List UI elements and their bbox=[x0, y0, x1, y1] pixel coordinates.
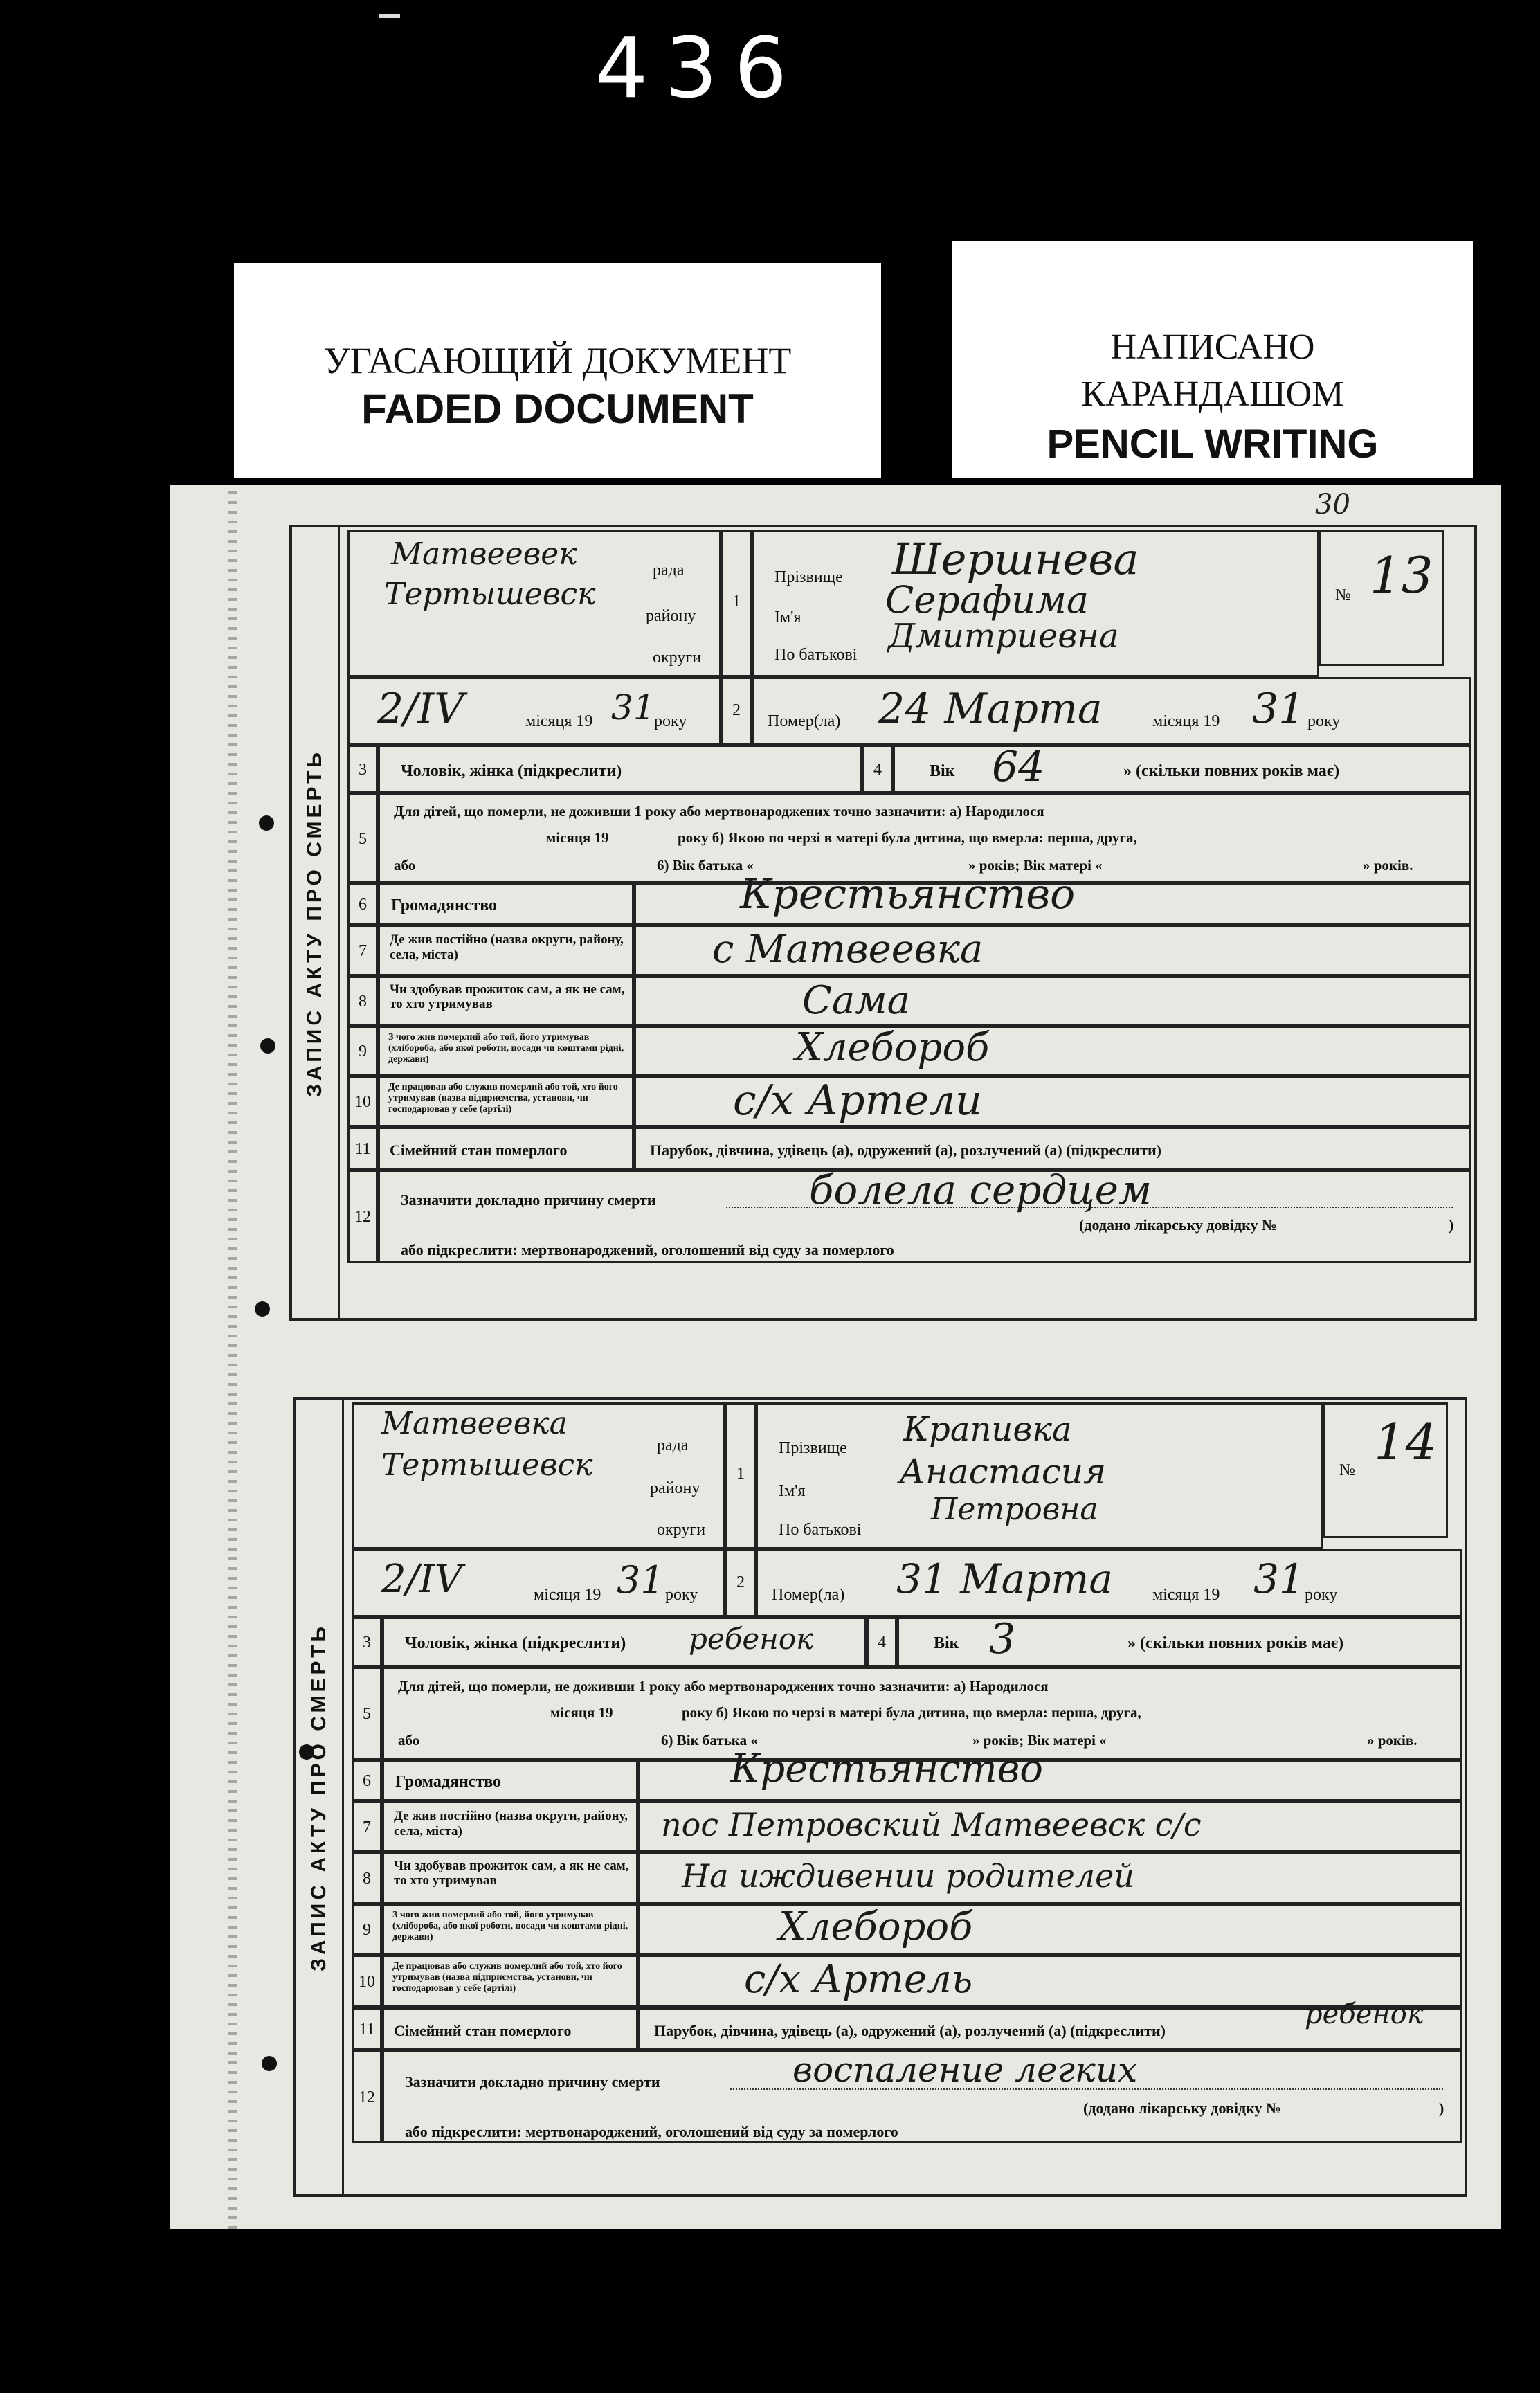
patronymic-value: Дмитриевна bbox=[888, 617, 1119, 656]
citizenship-label: Громадянство bbox=[391, 896, 498, 914]
registration-year: 31 bbox=[611, 687, 655, 728]
marital-label: Сімейний стан померлого bbox=[390, 1141, 568, 1159]
patronymic-label: По батькові bbox=[779, 1521, 862, 1539]
death-year-label: року bbox=[1305, 1586, 1338, 1604]
death-record-13 bbox=[289, 525, 1477, 1321]
death-year: 31 bbox=[1252, 685, 1305, 733]
row-number-5: 5 bbox=[352, 1667, 382, 1760]
age-value: 3 bbox=[989, 1615, 1016, 1663]
sex-value: ребенок bbox=[689, 1622, 814, 1656]
row-number-7: 7 bbox=[347, 925, 378, 976]
row-number-9: 9 bbox=[347, 1026, 378, 1076]
row-number-6: 6 bbox=[347, 883, 378, 925]
work-value: с/х Артели bbox=[733, 1076, 982, 1125]
marital-options: Парубок, дівчина, удівець (а), одружений (а), розлучений (а) (підкреслити) bbox=[650, 1141, 1161, 1159]
rada-label: рада bbox=[653, 561, 685, 579]
citizenship-label-cell bbox=[382, 1760, 638, 1801]
marital-label: Сімейний стан померлого bbox=[394, 2022, 572, 2039]
support-value: Сама bbox=[802, 978, 911, 1023]
okrug-label: округи bbox=[653, 649, 702, 667]
death-year: 31 bbox=[1253, 1555, 1305, 1602]
rada-value: Матвеевка bbox=[381, 1406, 568, 1441]
faded-document-label bbox=[234, 263, 881, 478]
patronymic-value: Петровна bbox=[931, 1492, 1098, 1527]
pencil-label-en: PENCIL WRITING bbox=[1047, 422, 1379, 467]
registration-date: 2/IV bbox=[377, 685, 464, 733]
infant-line3a: або bbox=[394, 857, 416, 874]
patronymic-label: По батькові bbox=[774, 646, 858, 664]
death-day: 24 Марта bbox=[878, 685, 1103, 733]
livelihood-value: Хлебороб bbox=[779, 1904, 973, 1949]
faded-label-en: FADED DOCUMENT bbox=[361, 386, 754, 432]
age-cell bbox=[893, 745, 1471, 793]
row-number-9: 9 bbox=[352, 1904, 382, 1955]
death-month-label: місяця 19 bbox=[1152, 712, 1220, 730]
livelihood-value: Хлебороб bbox=[795, 1025, 990, 1070]
marital-options-cell bbox=[634, 1127, 1471, 1170]
sex-label: Чоловік, жінка (підкреслити) bbox=[405, 1634, 626, 1652]
medical-cert-label: (додано лікарську довідку № bbox=[1083, 2099, 1282, 2117]
livelihood-value-cell bbox=[634, 1026, 1471, 1076]
row-number-1: 1 bbox=[725, 1402, 756, 1549]
citizenship-value-cell bbox=[634, 870, 1471, 925]
vertical-title bbox=[292, 527, 340, 1318]
age-suffix: » (скільки повних років має) bbox=[1127, 1634, 1344, 1652]
support-label: Чи здобував прожиток сам, а як не сам, то хто утримував bbox=[390, 982, 625, 1011]
year-label: року bbox=[665, 1586, 698, 1604]
vertical-title-text: ЗАПИС АКТУ ПРО СМЕРТЬ bbox=[303, 748, 326, 1097]
death-month-label: місяця 19 bbox=[1152, 1586, 1220, 1604]
infant-line2: місяця 19 bbox=[550, 1704, 613, 1721]
death-day: 31 Марта bbox=[896, 1555, 1113, 1602]
surname-label: Прізвище bbox=[774, 568, 843, 586]
punch-hole bbox=[255, 1301, 270, 1317]
rayon-value: Тертышевск bbox=[384, 577, 596, 612]
punch-hole bbox=[260, 1038, 275, 1054]
registration-date-cell bbox=[352, 1549, 725, 1617]
pencil-label-ru-line1: НАПИСАНО bbox=[1110, 327, 1315, 367]
record-number-cell bbox=[1319, 530, 1444, 666]
sex-cell bbox=[378, 745, 862, 793]
age-value: 64 bbox=[992, 743, 1045, 791]
name-label: Ім'я bbox=[779, 1482, 806, 1500]
stillborn-label: або підкреслити: мертвонароджений, оголошений від суду за померлого bbox=[401, 1241, 894, 1258]
name-cell bbox=[756, 1402, 1323, 1549]
cause-cell bbox=[382, 2050, 1462, 2143]
row-number-3: 3 bbox=[352, 1617, 382, 1667]
name-cell bbox=[752, 530, 1319, 677]
rayon-label: району bbox=[650, 1479, 700, 1497]
cause-value: болела сердцем bbox=[809, 1166, 1152, 1213]
livelihood-label: З чого жив померлий або той, його утримував (хлібороба, або якої роботи, посади чи коштами рідні, держави) bbox=[392, 1910, 628, 1942]
support-value: На иждивении родителей bbox=[682, 1857, 1134, 1895]
surname-value: Шершнева bbox=[892, 534, 1139, 584]
infant-line1: Для дітей, що померли, не доживши 1 року або мертвонароджених точно зазначити: а) Народилося bbox=[394, 803, 1044, 820]
cause-label: Зазначити докладно причину смерти bbox=[401, 1191, 656, 1209]
name-value: Анастасия bbox=[899, 1452, 1107, 1492]
row-number-8: 8 bbox=[352, 1852, 382, 1904]
row-number-7: 7 bbox=[352, 1801, 382, 1852]
support-label: Чи здобував прожиток сам, а як не сам, то хто утримував bbox=[394, 1859, 629, 1888]
infant-line1: Для дітей, що померли, не доживши 1 року або мертвонароджених точно зазначити: а) Народилося bbox=[398, 1678, 1049, 1695]
residence-label-cell bbox=[382, 1801, 638, 1852]
medical-cert-end: ) bbox=[1439, 2099, 1444, 2117]
registration-year: 31 bbox=[617, 1558, 664, 1602]
vertical-title bbox=[296, 1400, 344, 2194]
livelihood-label-cell bbox=[382, 1904, 638, 1955]
registration-date-cell bbox=[347, 677, 721, 745]
row-number-12: 12 bbox=[352, 2050, 382, 2143]
infant-info-cell bbox=[382, 1667, 1462, 1760]
record-number-cell bbox=[1323, 1402, 1448, 1538]
sex-label: Чоловік, жінка (підкреслити) bbox=[401, 762, 622, 780]
citizenship-value: Крестьянство bbox=[740, 870, 1076, 919]
age-cell bbox=[897, 1617, 1462, 1667]
age-suffix: » (скільки повних років має) bbox=[1123, 762, 1340, 780]
citizenship-value: Крестьянство bbox=[730, 1746, 1044, 1791]
citizenship-label: Громадянство bbox=[395, 1773, 502, 1791]
top-dash bbox=[379, 14, 400, 18]
death-label: Помер(ла) bbox=[772, 1586, 845, 1604]
punch-hole bbox=[259, 815, 274, 831]
death-date-cell bbox=[752, 677, 1471, 745]
row-number-4: 4 bbox=[862, 745, 893, 793]
citizenship-value-cell bbox=[638, 1746, 1462, 1801]
rada-value: Матвеевек bbox=[391, 536, 577, 572]
name-label: Ім'я bbox=[774, 608, 801, 626]
punch-hole bbox=[262, 2056, 277, 2071]
support-label-cell bbox=[382, 1852, 638, 1904]
infant-line2b: року б) Якою по черзі в матері була дитина, що вмерла: перша, друга, bbox=[678, 829, 1137, 846]
sex-cell bbox=[382, 1617, 867, 1667]
work-label-cell bbox=[378, 1076, 634, 1127]
residence-label: Де жив постійно (назва округи, району, села, міста) bbox=[394, 1809, 628, 1839]
support-value-cell bbox=[638, 1852, 1462, 1904]
citizenship-label-cell bbox=[378, 883, 634, 925]
death-record-14 bbox=[293, 1397, 1467, 2197]
residence-label: Де жив постійно (назва округи, району, села, міста) bbox=[390, 932, 624, 962]
marital-label-cell bbox=[378, 1127, 634, 1170]
work-label-cell bbox=[382, 1955, 638, 2007]
residence-value-cell bbox=[634, 925, 1471, 976]
work-label: Де працював або служив померлий або той, хто його утримував (назва підприємства, установи, чи господарював у себе (артілі) bbox=[392, 1961, 622, 1994]
number-sign: № bbox=[1335, 586, 1351, 604]
death-date-cell bbox=[756, 1549, 1462, 1617]
death-year-label: року bbox=[1307, 712, 1341, 730]
medical-cert-label: (додано лікарську довідку № bbox=[1079, 1216, 1278, 1234]
perforation-edge bbox=[228, 485, 237, 2229]
row-number-10: 10 bbox=[347, 1076, 378, 1127]
infant-line3b: 6) Вік батька « bbox=[657, 857, 754, 874]
year-label: року bbox=[654, 712, 687, 730]
support-label-cell bbox=[378, 976, 634, 1026]
vertical-title-text: ЗАПИС АКТУ ПРО СМЕРТЬ bbox=[307, 1623, 330, 1971]
row-number-6: 6 bbox=[352, 1760, 382, 1801]
row-number-10: 10 bbox=[352, 1955, 382, 2007]
month-label: місяця 19 bbox=[534, 1586, 601, 1604]
residence-value: с Матвеевка bbox=[712, 927, 984, 972]
infant-line3d: » років. bbox=[1367, 1732, 1417, 1749]
pencil-label-ru bbox=[952, 324, 1473, 418]
rayon-label: району bbox=[646, 607, 696, 625]
row-number-1: 1 bbox=[721, 530, 752, 677]
support-value-cell bbox=[634, 976, 1471, 1026]
livelihood-value-cell bbox=[638, 1904, 1462, 1955]
death-label: Помер(ла) bbox=[768, 712, 841, 730]
work-value-cell bbox=[634, 1076, 1471, 1127]
okrug-label: округи bbox=[657, 1521, 706, 1539]
faded-label-ru: УГАСАЮЩИЙ ДОКУМЕНТ bbox=[323, 340, 792, 381]
cause-label: Зазначити докладно причину смерти bbox=[405, 2073, 660, 2091]
registry-office-cell bbox=[352, 1402, 725, 1549]
rayon-value: Тертышевск bbox=[381, 1447, 593, 1483]
cause-cell bbox=[378, 1166, 1471, 1263]
registration-date: 2/IV bbox=[381, 1557, 463, 1602]
marital-options: Парубок, дівчина, удівець (а), одружений (а), розлучений (а) (підкреслити) bbox=[654, 2022, 1166, 2039]
age-label: Вік bbox=[930, 762, 955, 780]
marital-label-cell bbox=[382, 2007, 638, 2050]
infant-line3a: або bbox=[398, 1732, 420, 1749]
stillborn-label: або підкреслити: мертвонароджений, оголошений від суду за померлого bbox=[405, 2123, 898, 2140]
row-number-2: 2 bbox=[721, 677, 752, 745]
row-number-11: 11 bbox=[352, 2007, 382, 2050]
infant-line2: місяця 19 bbox=[546, 829, 609, 846]
residence-label-cell bbox=[378, 925, 634, 976]
name-value: Серафима bbox=[885, 578, 1089, 622]
row-number-11: 11 bbox=[347, 1127, 378, 1170]
row-number-5: 5 bbox=[347, 793, 378, 883]
infant-line2b: року б) Якою по черзі в матері була дитина, що вмерла: перша, друга, bbox=[682, 1704, 1141, 1721]
infant-line3d: » років. bbox=[1363, 857, 1413, 874]
number-sign: № bbox=[1339, 1461, 1355, 1479]
registry-office-cell bbox=[347, 530, 721, 677]
infant-line3b: 6) Вік батька « bbox=[661, 1732, 758, 1749]
residence-value: пос Петровский Матвеевск с/с bbox=[661, 1806, 1202, 1843]
row-number-8: 8 bbox=[347, 976, 378, 1026]
marital-options-cell bbox=[638, 1998, 1462, 2050]
row-number-12: 12 bbox=[347, 1170, 378, 1263]
infant-line3c: » років; Вік матері « bbox=[968, 857, 1103, 874]
medical-cert-end: ) bbox=[1449, 1216, 1454, 1234]
pencil-writing-label bbox=[952, 241, 1473, 478]
livelihood-label: З чого жив померлий або той, його утримував (хлібороба, або якої роботи, посади чи коштами рідні, держави) bbox=[388, 1032, 624, 1065]
infant-line3c: » років; Вік матері « bbox=[972, 1732, 1107, 1749]
surname-label: Прізвище bbox=[779, 1439, 847, 1457]
pencil-label-ru-line2: КАРАНДАШОМ bbox=[1081, 374, 1344, 414]
row-number-4: 4 bbox=[867, 1617, 897, 1667]
rada-label: рада bbox=[657, 1436, 689, 1454]
record-number: 14 bbox=[1374, 1413, 1438, 1471]
work-label: Де працював або служив померлий або той, хто його утримував (назва підприємства, установи, чи господарював у себе (артілі) bbox=[388, 1082, 618, 1114]
row-number-2: 2 bbox=[725, 1549, 756, 1617]
month-label: місяця 19 bbox=[525, 712, 593, 730]
cause-value: воспаление легких bbox=[792, 2050, 1138, 2090]
archive-page-number: 436 bbox=[595, 21, 804, 117]
record-number: 13 bbox=[1370, 546, 1433, 604]
livelihood-label-cell bbox=[378, 1026, 634, 1076]
work-value: с/х Артель bbox=[744, 1957, 973, 2002]
marital-value: ребенок bbox=[1305, 1998, 1424, 2030]
row-number-3: 3 bbox=[347, 745, 378, 793]
surname-value: Крапивка bbox=[903, 1410, 1072, 1449]
age-label: Вік bbox=[934, 1634, 959, 1652]
residence-value-cell bbox=[638, 1801, 1462, 1852]
corner-note: 30 bbox=[1315, 489, 1350, 521]
